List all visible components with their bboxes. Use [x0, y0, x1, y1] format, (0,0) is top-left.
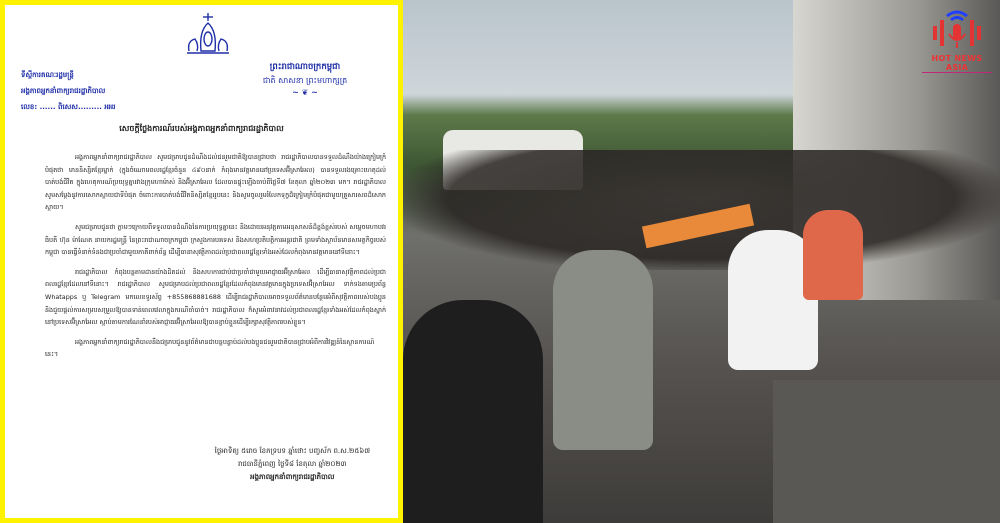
paragraph: រាជរដ្ឋាភិបាល កំពុងបន្តតាមដានយ៉ាងដិតដល់ និងសហការជាប់ជាប្រចាំជាមួយអាជ្ញាធរអ៊ីស្រាអែល ដើម្បីធានាសុវត្ថិភាពដល់ប្រជាពលរដ្ឋខ្មែរដែលនៅទីនោះ។ រាជរដ្ឋាភិបាល សូមជម្រាបដល់ប្រជាពលរដ្ឋខ្មែរដែលកំពុងមានវត្តមានក្នុងប្រទេសអ៊ីស្រាអែល ទាក់ទងតាមប្រព័ន្ធ Whatapps ឬ Telegram មកលេខទូរស័ព្ទ +855868881688 ដើម្បីរាជរដ្ឋាភិបាលអាចទទួលព័ត៌មានបន្ថែមអំពីសុវត្ថិភាពរបស់បងប្អូន និងជួយផ្តល់ការសម្របសម្រួលឱ្យបានទាន់ពេលវេលាក្នុងករណីចាំបាច់។ រាជរដ្ឋាភិបាល ក៏សូមអំពាវនាវដល់ប្រជាពលរដ្ឋខ្មែរទាំងអស់ដែលកំពុងស្នាក់នៅប្រទេសអ៊ីស្រាអែល ស្តាប់តាមការណែនាំរបស់អាជ្ញាធរអ៊ីស្រាអែលឱ្យបានខ្ជាប់ខ្ជួនដើម្បីរក្សាសុវត្ថិភាពរបស់ខ្លួន។ [45, 267, 386, 327]
logo-text: HOT NEWS ASIA [922, 54, 992, 73]
signature-block [215, 445, 370, 484]
news-photo [403, 0, 1000, 523]
ministry-header: ទីស្តីការគណៈរដ្ឋមន្ត្រី [21, 71, 74, 79]
person-red-shirt [803, 210, 863, 300]
ornament: ~ ❦ ~ [292, 88, 318, 97]
kingdom-header: ព្រះរាជាណាចក្រកម្ពុជា [269, 62, 341, 72]
paragraph: សូមជម្រាបជូនថា ភ្លាមៗក្រោយពីទទួលបានដំណឹងនៃការប្រយុទ្ធគ្នានេះ និងដោយអនុវត្តតាមអនុសាសន៍ដ៏ខ្ពង់ខ្ពស់របស់ សម្តេចមហាបវរធិបតី ហ៊ុន ម៉ាណែត នាយករដ្ឋមន្ត្រី នៃព្រះរាជាណាចក្រកម្ពុជា ក្រសួងការបរទេស និងសហប្រតិបត្តិការអន្តរជាតិ ព្រមទាំងស្ថាប័នមានសមត្ថកិច្ចរបស់កម្ពុជា បានធ្វើទំនាក់ទំនងជាប្រចាំជាមួយភាគីពាក់ព័ន្ធ ដើម្បីធានាសុវត្ថិភាពដល់ប្រជាពលរដ្ឋខ្មែរទាំងអស់ដែលកំពុងមានវត្តមាននៅទីនោះ។ [45, 222, 386, 257]
person-grey-robe [553, 250, 653, 450]
paragraph: អង្គភាពអ្នកនាំពាក្យរាជរដ្ឋាភិបាលនឹងជម្រាបជូននូវព័ត៌មានជាបន្តបន្ទាប់ដល់បងប្អូនជនរួមជាតិបានជ្រាបអំពីការវិវឌ្ឍន៍នៃស្ថានការណ៍នេះ។ [45, 337, 375, 359]
motto-header: ជាតិ សាសនា ព្រះមហាក្សត្រ [262, 76, 348, 85]
hot-news-asia-logo [922, 6, 992, 73]
sidewalk [773, 380, 1000, 523]
royal-emblem-icon [181, 11, 235, 57]
paragraph: អង្គភាពអ្នកនាំពាក្យរាជរដ្ឋាភិបាល សូមជម្រាបជូនដំណឹងដល់ជនរួមជាតិឱ្យបានជ្រាបថា រាជរដ្ឋាភិបាលបានទទួលដំណឹងយ៉ាងក្រៀមក្រំបំផុតថា មាននិស្សិតខ្មែរម្នាក់ (ក្នុងចំណោមពលរដ្ឋខ្មែរចំនួន ៤៩០នាក់ កំពុងមានវត្តមាននៅប្រទេសអ៊ីស្រាអែល) បានទទួលរងគ្រោះហេតុដល់បាត់បង់ជីវិត ក្នុងហេតុការណ៍ប្រយុទ្ធគ្នារវាងក្រុមហាម៉ាស់ និងអ៊ីស្រាអែល ដែលបានផ្ទុះឡើងចាប់ពីថ្ងៃទី៧ ខែតុលា ឆ្នាំ២០២៣ មក។ រាជរដ្ឋាភិបាលសូមសម្តែងនូវការសោកស្តាយជាទីបំផុត ចំពោះការបាត់បង់ជីវិតនិស្សិតខ្មែររូបនេះ និងសូមចូលរួមរំលែកទុក្ខដ៏ក្រៀមក្រំបំផុតជាមួយគ្រួសារសពដ៏សោកស្តាយ។ [45, 153, 386, 212]
reference-number: លេខ: ...... ពិសេស......... អអរ [21, 103, 116, 111]
lunar-date: ថ្ងៃអាទិត្យ ៥រោច ខែភទ្របទ ឆ្នាំថោះ បញ្ចស័ក ព.ស.២៥៦៧ [214, 447, 370, 455]
microphone-broadcast-icon [927, 6, 987, 50]
crowd [403, 150, 1000, 270]
government-statement-document [0, 0, 403, 523]
person-foreground [403, 300, 543, 523]
unit-header: អង្គភាពអ្នកនាំពាក្យរាជរដ្ឋាភិបាល [21, 87, 106, 95]
signatory: អង្គភាពអ្នកនាំពាក្យរាជរដ្ឋាភិបាល [250, 473, 335, 481]
place-date: រាជធានីភ្នំពេញ ថ្ងៃទី៨ ខែតុលា ឆ្នាំ២០២៣ [237, 460, 347, 468]
document-title: សេចក្តីថ្លែងការណ៍របស់អង្គភាពអ្នកនាំពាក្យរាជរដ្ឋាភិបាល [119, 124, 284, 133]
document-body [45, 151, 386, 368]
